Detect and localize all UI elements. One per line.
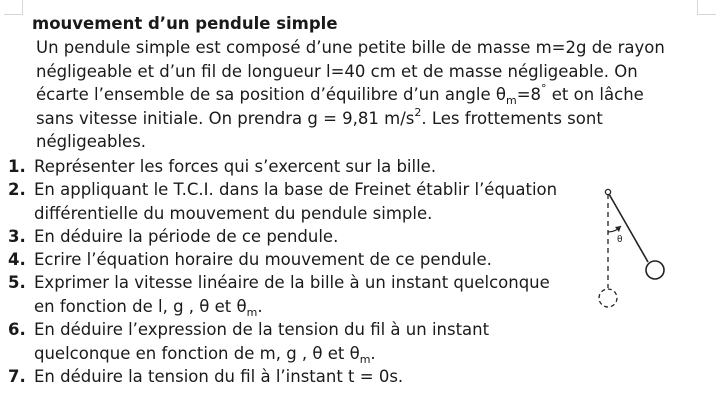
theta-value: =8 bbox=[516, 85, 542, 104]
intro-line: négligeable et d’un fil de longueur l=40 cm et de masse négligeable. On bbox=[36, 61, 638, 81]
question-text-part: . bbox=[370, 343, 376, 363]
question-number: 4. bbox=[8, 250, 26, 269]
intro-line bbox=[36, 107, 696, 131]
question-text: Ecrire l’équation horaire du mouvement de ce pendule. bbox=[34, 250, 492, 269]
question-text-part: en fonction de l, g , θ et θ bbox=[34, 296, 247, 316]
theta-subscript: m bbox=[505, 94, 517, 107]
intro-text: et on lâche bbox=[546, 85, 644, 104]
question-text: En appliquant le T.C.I. dans la base de Freinet établir l’équation bbox=[34, 180, 558, 199]
question-text: En déduire l’expression de la tension du fil à un instant bbox=[34, 320, 490, 339]
pivot-point bbox=[605, 189, 610, 194]
g-exponent: 2 bbox=[414, 105, 422, 119]
theta-subscript: m bbox=[246, 305, 258, 319]
question-text-part: quelconque en fonction de m, g , θ et θ bbox=[34, 343, 360, 363]
question-text-part: . bbox=[257, 296, 263, 316]
exercise-title: mouvement d’un pendule simple bbox=[32, 14, 338, 33]
question-item bbox=[8, 178, 557, 225]
angle-arrow-icon bbox=[615, 226, 621, 232]
pendulum-bob bbox=[646, 261, 664, 279]
question-number: 2. bbox=[8, 180, 26, 199]
intro-text: écarte l’ensemble de sa position d’équilibre d’un angle θ bbox=[36, 85, 506, 104]
page-corner-left bbox=[4, 0, 23, 15]
intro-line bbox=[36, 83, 696, 107]
intro-text: . Les frottements sont bbox=[421, 108, 603, 128]
theta-subscript: m bbox=[359, 352, 371, 366]
question-item bbox=[8, 225, 338, 249]
intro-text: sans vitesse initiale. On prendra g = 9,81 m/s bbox=[36, 108, 415, 128]
question-text: Exprimer la vitesse linéaire de la bille à un instant quelconque bbox=[34, 273, 550, 292]
pendulum-string bbox=[609, 194, 648, 262]
intro-paragraph bbox=[36, 36, 696, 154]
intro-line: négligeables. bbox=[36, 132, 147, 151]
question-item bbox=[8, 248, 492, 272]
question-item bbox=[8, 271, 550, 318]
equilibrium-position bbox=[599, 289, 617, 307]
question-text bbox=[8, 295, 550, 319]
question-text bbox=[8, 342, 489, 366]
question-text: En déduire la tension du fil à l’instant t = 0s. bbox=[34, 367, 404, 386]
question-text: différentielle du mouvement du pendule simple. bbox=[34, 203, 433, 223]
question-item bbox=[8, 155, 436, 179]
question-text: En déduire la période de ce pendule. bbox=[34, 227, 339, 246]
question-number: 6. bbox=[8, 320, 26, 339]
question-item bbox=[8, 318, 489, 365]
question-number: 1. bbox=[8, 157, 26, 176]
degree-mark: ° bbox=[541, 82, 547, 95]
intro-line: Un pendule simple est composé d’une petite bille de masse m=2g de rayon bbox=[36, 38, 665, 57]
question-number: 5. bbox=[8, 273, 26, 292]
question-number: 3. bbox=[8, 227, 26, 246]
angle-label: θ bbox=[617, 235, 623, 245]
pendulum-figure bbox=[590, 180, 680, 330]
question-text: Représenter les forces qui s’exercent sur la bille. bbox=[34, 157, 437, 176]
question-number: 7. bbox=[8, 367, 26, 386]
question-item bbox=[8, 365, 403, 389]
page-corner-right bbox=[697, 0, 716, 15]
